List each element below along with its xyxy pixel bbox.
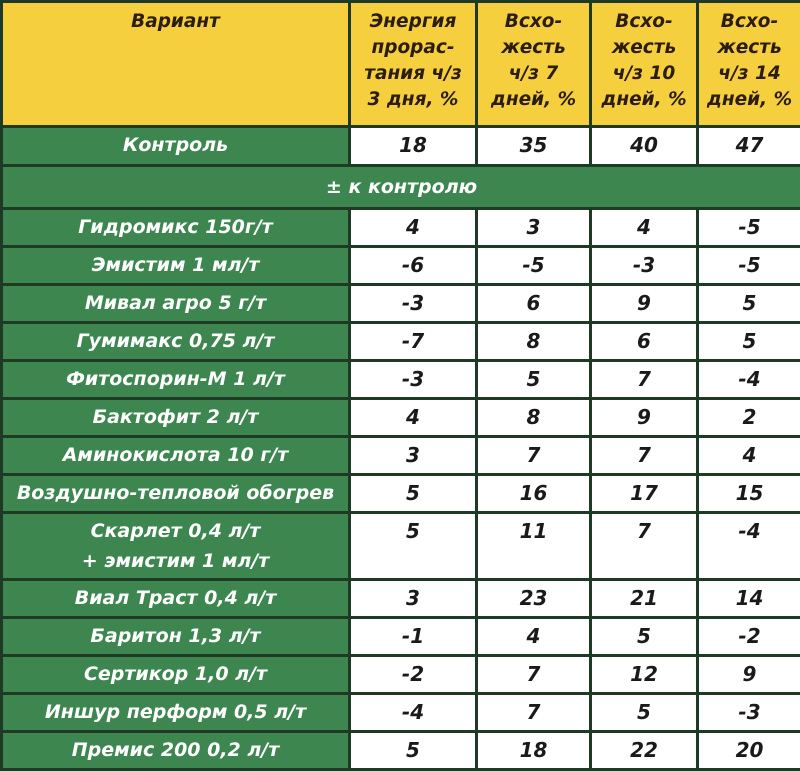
table-row [2, 247, 800, 285]
table-row [2, 323, 800, 361]
table-row [2, 655, 800, 693]
table-row [2, 399, 800, 437]
row-label [2, 513, 350, 580]
control-label: Контроль [2, 127, 350, 166]
row-value: -3 [591, 247, 698, 285]
row-value: -4 [698, 361, 800, 399]
row-label-line: Баритон 1,3 л/т [90, 624, 261, 647]
row-value: 5 [350, 731, 477, 769]
table-row [2, 693, 800, 731]
separator-label: ± к контролю [2, 166, 800, 209]
row-label-line: Эмистим 1 мл/т [91, 254, 260, 277]
control-row [2, 127, 800, 166]
row-value: 22 [591, 731, 698, 769]
row-label-line: Виал Траст 0,4 л/т [74, 587, 277, 609]
row-label [2, 655, 350, 693]
header-variant: Вариант [2, 2, 350, 127]
row-value: 3 [350, 580, 477, 618]
row-value: 7 [591, 513, 698, 580]
row-value: 4 [591, 209, 698, 247]
row-value: -2 [350, 655, 477, 693]
row-value: 4 [698, 437, 800, 475]
row-label-line: Бактофит 2 л/т [92, 406, 259, 429]
table-row [2, 513, 800, 580]
row-value: 7 [477, 655, 591, 693]
data-rows [2, 209, 800, 770]
control-value: 35 [477, 127, 591, 166]
row-value: 7 [477, 693, 591, 731]
table-row [2, 475, 800, 513]
row-label-line: Скарлет 0,4 л/т [90, 520, 261, 543]
table-row [2, 285, 800, 323]
row-value: -4 [698, 513, 800, 580]
row-value: -3 [350, 361, 477, 399]
row-value: 8 [477, 323, 591, 361]
row-label-line: Гидромикс 150г/т [78, 216, 273, 239]
header-energy: Энергия прорас- тания ч/з 3 дня, % [350, 2, 477, 127]
row-value: 3 [477, 209, 591, 247]
row-label [2, 437, 350, 475]
header-germination-7: Всхо- жесть ч/з 7 дней, % [477, 2, 591, 127]
row-label [2, 285, 350, 323]
row-label [2, 731, 350, 769]
table-row [2, 617, 800, 655]
control-value: 18 [350, 127, 477, 166]
row-value: 9 [591, 285, 698, 323]
row-label-line: Аминокислота 10 г/т [62, 444, 289, 467]
control-value: 47 [698, 127, 800, 166]
row-value: -6 [350, 247, 477, 285]
row-value: 14 [698, 580, 800, 618]
row-value: 5 [698, 285, 800, 323]
row-label [2, 693, 350, 731]
header-row [2, 2, 800, 127]
row-value: 7 [591, 437, 698, 475]
row-value: -3 [698, 693, 800, 731]
row-value: -5 [698, 247, 800, 285]
row-label [2, 361, 350, 399]
row-label [2, 323, 350, 361]
row-label [2, 399, 350, 437]
row-value: 5 [591, 693, 698, 731]
row-value: 23 [477, 580, 591, 618]
row-value: 5 [477, 361, 591, 399]
row-value: -7 [350, 323, 477, 361]
separator-row [2, 166, 800, 209]
row-value: 2 [698, 399, 800, 437]
row-value: 6 [591, 323, 698, 361]
row-value: 5 [350, 475, 477, 513]
row-label [2, 580, 350, 618]
row-value: 18 [477, 731, 591, 769]
row-value: 12 [591, 655, 698, 693]
row-value: 3 [350, 437, 477, 475]
row-label-line: Гумимакс 0,75 л/т [76, 330, 275, 353]
table-row [2, 361, 800, 399]
row-label-line: Воздушно-тепловой обогрев [16, 482, 335, 505]
row-value: 17 [591, 475, 698, 513]
row-value: -3 [350, 285, 477, 323]
row-label-line: Мивал агро 5 г/т [84, 292, 267, 315]
row-value: 15 [698, 475, 800, 513]
row-value: 5 [591, 617, 698, 655]
row-value: 20 [698, 731, 800, 769]
table-row [2, 580, 800, 618]
row-value: 9 [591, 399, 698, 437]
header-germination-14: Всхо- жесть ч/з 14 дней, % [698, 2, 800, 127]
row-label-line: Иншур перформ 0,5 л/т [44, 700, 307, 723]
row-label [2, 475, 350, 513]
row-value: 11 [477, 513, 591, 580]
row-value: 5 [698, 323, 800, 361]
row-value: -2 [698, 617, 800, 655]
row-value: -5 [698, 209, 800, 247]
row-value: 7 [477, 437, 591, 475]
row-value: 21 [591, 580, 698, 618]
row-value: -5 [477, 247, 591, 285]
row-value: 6 [477, 285, 591, 323]
header-germination-10: Всхо- жесть ч/з 10 дней, % [591, 2, 698, 127]
row-label [2, 209, 350, 247]
control-value: 40 [591, 127, 698, 166]
table-row [2, 209, 800, 247]
row-label-line: Премис 200 0,2 л/т [71, 738, 280, 761]
row-value: -4 [350, 693, 477, 731]
row-value: 9 [698, 655, 800, 693]
row-value: 4 [350, 209, 477, 247]
row-label [2, 617, 350, 655]
row-label-line: Сертикор 1,0 л/т [83, 662, 268, 685]
row-value: 5 [350, 513, 477, 580]
row-value: 4 [477, 617, 591, 655]
row-value: 4 [350, 399, 477, 437]
row-label-line: + эмистим 1 мл/т [81, 550, 270, 573]
row-value: -1 [350, 617, 477, 655]
row-label-line: Фитоспорин-М 1 л/т [66, 368, 285, 391]
row-value: 16 [477, 475, 591, 513]
table-row [2, 731, 800, 769]
row-value: 8 [477, 399, 591, 437]
row-label [2, 247, 350, 285]
table-row [2, 437, 800, 475]
row-value: 7 [591, 361, 698, 399]
